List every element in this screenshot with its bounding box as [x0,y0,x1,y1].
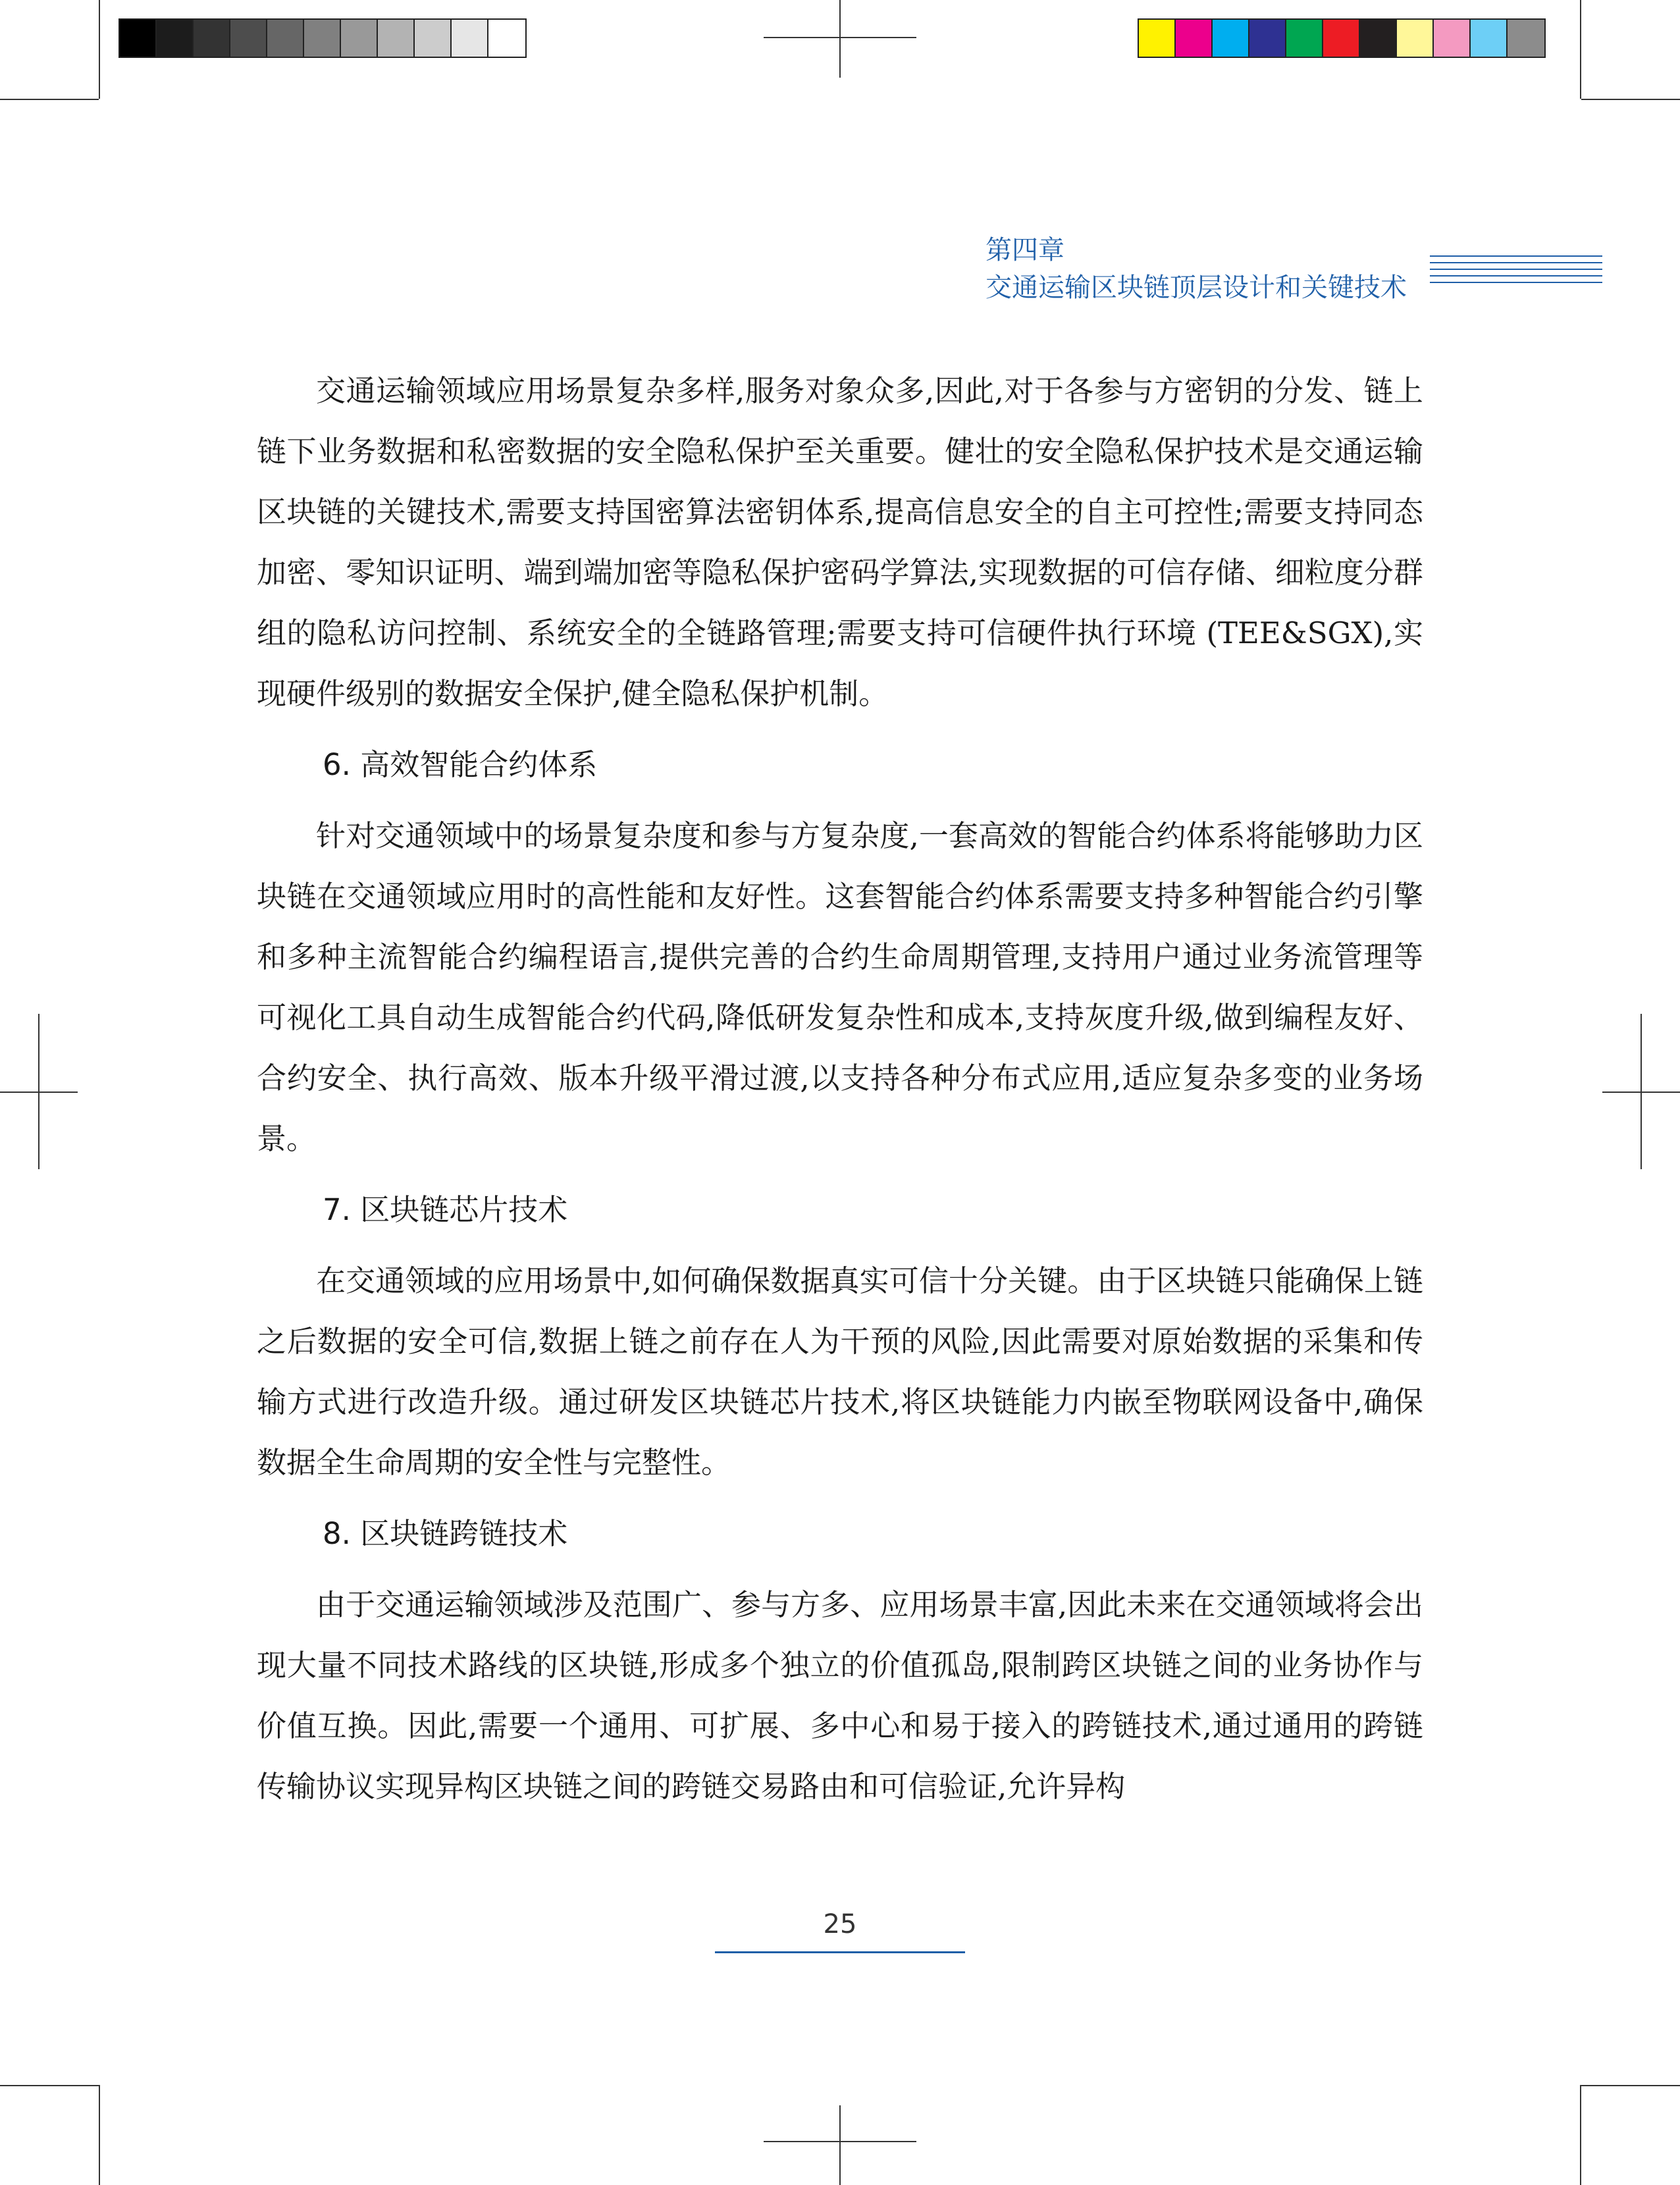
grayscale-swatch [120,20,157,57]
running-header [985,232,1407,307]
section-heading-7: 7. 区块链芯片技术 [323,1192,568,1227]
grayscale-color-bar [118,18,527,58]
process-swatch [1286,20,1323,57]
paragraph-smart-contract: 针对交通领域中的场景复杂度和参与方复杂度,一套高效的智能合约体系将能够助力区块链在交通领域应用时的高性能和友好性。这套智能合约体系需要支持多种智能合约引擎和多种主流智能合约编程语言,提供完善的合约生命周期管理,支持用户通过业务流管理等可视化工具自动生成智能合约代码,降低研发复杂性和成本,支持灰度升级,做到编程友好、合约安全、执行高效、版本升级平滑过渡,以支持各种分布式应用,适应复杂多变的业务场景。 [257,818,1423,1156]
grayscale-swatch [378,20,415,57]
process-swatch [1176,20,1213,57]
process-swatch [1471,20,1508,57]
page-number-rule [715,1951,965,1953]
grayscale-swatch [267,20,304,57]
process-swatch [1323,20,1360,57]
process-swatch [1434,20,1471,57]
paragraph-privacy-protection: 交通运输领域应用场景复杂多样,服务对象众多,因此,对于各参与方密钥的分发、链上链下业务数据和私密数据的安全隐私保护至关重要。健壮的安全隐私保护技术是交通运输区块链的关键技术,需要支持国密算法密钥体系,提高信息安全的自主可控性;需要支持同态加密、零知识证明、端到端加密等隐私保护密码学算法,实现数据的可信存储、细粒度分群组的隐私访问控制、系统安全的全链路管理;需要支持可信硬件执行环境 (TEE&SGX),实现硬件级别的数据安全保护,健全隐私保护机制。 [257,373,1423,711]
process-swatch [1508,20,1544,57]
grayscale-swatch [452,20,488,57]
grayscale-swatch [415,20,452,57]
chapter-title: 交通运输区块链顶层设计和关键技术 [985,273,1407,303]
grayscale-swatch [194,20,230,57]
grayscale-swatch [341,20,378,57]
process-swatch [1139,20,1176,57]
paragraph-blockchain-chip: 在交通领域的应用场景中,如何确保数据真实可信十分关键。由于区块链只能确保上链之后数据的安全可信,数据上链之前存在人为干预的风险,因此需要对原始数据的采集和传输方式进行改造升级。通过研发区块链芯片技术,将区块链能力内嵌至物联网设备中,确保数据全生命周期的安全性与完整性。 [257,1263,1423,1480]
grayscale-swatch [304,20,341,57]
process-color-bar [1138,18,1546,58]
process-swatch [1397,20,1434,57]
process-swatch [1213,20,1249,57]
chapter-number: 第四章 [985,235,1064,265]
header-decorative-rules [1430,255,1602,288]
process-swatch [1360,20,1397,57]
grayscale-swatch [157,20,194,57]
grayscale-swatch [488,20,525,57]
grayscale-swatch [230,20,267,57]
page-number: 25 [823,1909,857,1939]
paragraph-cross-chain: 由于交通运输领域涉及范围广、参与方多、应用场景丰富,因此未来在交通领域将会出现大量不同技术路线的区块链,形成多个独立的价值孤岛,限制跨区块链之间的业务协作与价值互换。因此,需要一个通用、可扩展、多中心和易于接入的跨链技术,通过通用的跨链传输协议实现异构区块链之间的跨链交易路由和可信验证,允许异构 [257,1587,1423,1804]
process-swatch [1249,20,1286,57]
section-heading-6: 6. 高效智能合约体系 [323,747,598,782]
page-body [257,361,1423,1817]
section-heading-8: 8. 区块链跨链技术 [323,1516,568,1551]
